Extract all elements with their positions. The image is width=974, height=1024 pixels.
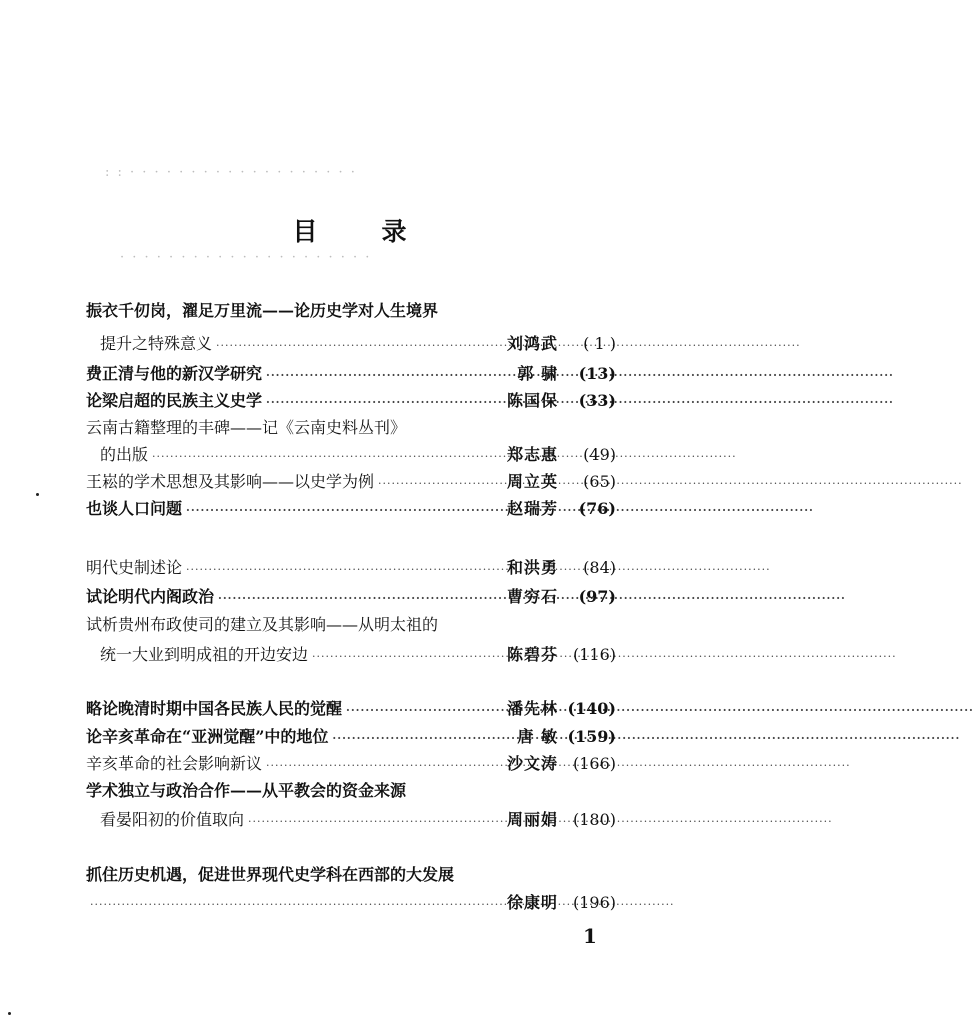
entry-title: 王崧的学术思想及其影响——以史学为例 <box>86 472 375 491</box>
leader-dots <box>90 894 503 916</box>
entry-author: 郭 骕 <box>517 364 558 383</box>
entry-title: 云南古籍整理的丰碑——记《云南史料丛刊》 <box>86 418 407 437</box>
entry-page: (76) <box>578 499 616 518</box>
toc-entry[interactable] <box>86 753 616 775</box>
entry-author: 周丽娟 <box>506 810 558 829</box>
toc-entry[interactable] <box>86 586 616 608</box>
entry-page: (166) <box>572 754 616 773</box>
entry-title: 也谈人口问题 <box>86 499 183 518</box>
entry-author: 唐 敏 <box>517 727 558 746</box>
toc-entry[interactable] <box>86 390 616 412</box>
leader-dots <box>312 646 503 668</box>
entry-author: 周立英 <box>506 472 558 491</box>
toc-entry[interactable] <box>86 557 616 579</box>
scan-speck <box>36 493 39 496</box>
leader-dots <box>346 700 503 722</box>
toc-entry[interactable] <box>86 471 616 493</box>
entry-title: 试析贵州布政使司的建立及其影响——从明太祖的 <box>86 615 439 634</box>
toc-title <box>0 212 701 248</box>
leader-dots <box>248 811 503 833</box>
entry-page: (196) <box>572 893 616 912</box>
entry-author: 刘鸿武 <box>506 334 558 353</box>
entry-author: 郑志惠 <box>506 445 558 464</box>
toc-entry[interactable] <box>100 809 616 831</box>
entry-page: (13) <box>578 364 616 383</box>
toc-entry[interactable] <box>86 363 616 385</box>
entry-title: 略论晚清时期中国各民族人民的觉醒 <box>86 699 343 718</box>
leader-dots <box>218 588 503 610</box>
scan-speck <box>8 1012 11 1015</box>
leader-dots <box>266 392 503 414</box>
leader-dots <box>378 473 503 495</box>
toc-entry[interactable] <box>86 864 616 886</box>
leader-dots <box>186 500 503 522</box>
entry-author: 潘先林 <box>506 699 558 718</box>
leader-dots <box>266 365 513 387</box>
scan-noise: : : · · · · · · · · · · · · · · · · · · · <box>105 165 357 180</box>
toc-entry[interactable] <box>86 726 616 748</box>
entry-author: 赵瑞芳 <box>506 499 558 518</box>
toc-entry[interactable] <box>100 644 616 666</box>
entry-page: (159) <box>567 727 616 746</box>
leader-dots <box>266 755 503 777</box>
entry-page: (116) <box>572 645 616 664</box>
entry-title: 抓住历史机遇，促进世界现代史学科在西部的大发展 <box>86 865 455 884</box>
entry-page: (180) <box>572 810 616 829</box>
leader-dots <box>152 446 503 468</box>
entry-title: 看晏阳初的价值取向 <box>100 810 245 829</box>
entry-author: 陈碧芬 <box>506 645 558 664</box>
entry-page: (84) <box>583 558 616 577</box>
toc-entry[interactable] <box>86 417 616 439</box>
entry-page: (33) <box>578 391 616 410</box>
entry-author: 曹穷石 <box>506 587 558 606</box>
toc-entry[interactable] <box>100 333 616 355</box>
entry-author: 和洪勇 <box>506 558 558 577</box>
leader-dots <box>216 335 503 357</box>
entry-title: 的出版 <box>100 445 149 464</box>
page-number: 1 <box>583 924 597 948</box>
entry-title: 振衣千仞岗，濯足万里流——论历史学对人生境界 <box>86 301 439 320</box>
toc-entry[interactable] <box>86 780 616 802</box>
leader-dots <box>186 559 503 581</box>
entry-title: 提升之特殊意义 <box>100 334 213 353</box>
entry-title: 明代史制述论 <box>86 558 183 577</box>
toc-entry[interactable] <box>86 698 616 720</box>
toc-entry[interactable] <box>100 444 616 466</box>
entry-title: 辛亥革命的社会影响新议 <box>86 754 263 773</box>
entry-title: 试论明代内阁政治 <box>86 587 215 606</box>
toc-entry[interactable] <box>86 892 616 914</box>
entry-page: (140) <box>567 699 616 718</box>
entry-title: 论辛亥革命在“亚洲觉醒”中的地位 <box>86 727 329 746</box>
toc-entry[interactable] <box>86 498 616 520</box>
entry-page: (65) <box>583 472 616 491</box>
leader-dots <box>332 728 513 750</box>
toc-title-right: 录 <box>381 217 409 246</box>
entry-author: 陈国保 <box>506 391 558 410</box>
toc-entry[interactable] <box>86 300 616 322</box>
entry-title: 学术独立与政治合作——从平教会的资金来源 <box>86 781 407 800</box>
toc-title-left: 目 <box>292 217 320 246</box>
entry-author: 沙文涛 <box>506 754 558 773</box>
toc-entry[interactable] <box>86 614 616 636</box>
entry-page: (97) <box>578 587 616 606</box>
entry-page: ( 1 ) <box>583 334 616 353</box>
entry-title: 统一大业到明成祖的开边安边 <box>100 645 309 664</box>
entry-author: 徐康明 <box>506 893 558 912</box>
scan-noise: · · · · · · · · · · · · · · · · · · · · · <box>120 250 372 265</box>
entry-page: (49) <box>583 445 616 464</box>
entry-title: 论梁启超的民族主义史学 <box>86 391 263 410</box>
entry-title: 费正清与他的新汉学研究 <box>86 364 263 383</box>
